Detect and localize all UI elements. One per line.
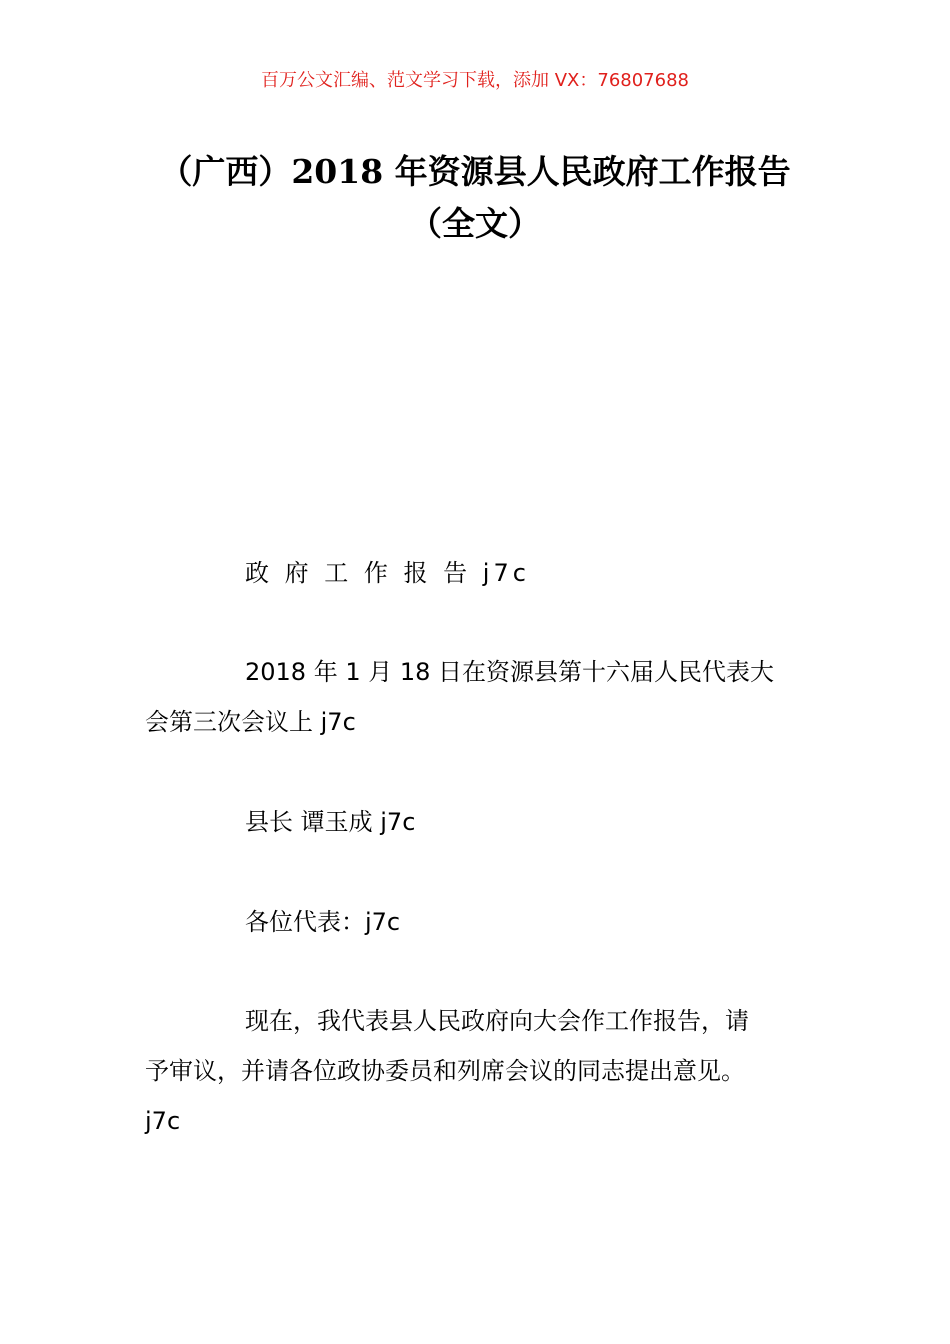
title-line-2: （全文） [409,204,541,243]
opening-line-2: 予审议，并请各位政协委员和列席会议的同志提出意见。 [145,1057,745,1085]
salutation-line: 各位代表：j7c [245,908,401,936]
meeting-info-paragraph [145,647,825,747]
title-line-1: （广西）2018 年资源县人民政府工作报告 [159,152,791,191]
opening-paragraph [145,996,825,1146]
opening-line-3: j7c [145,1107,181,1135]
opening-line-1: 现在，我代表县人民政府向大会作工作报告，请 [245,1007,749,1035]
speaker-line: 县长 谭玉成 j7c [245,808,416,836]
header-watermark-note: 百万公文汇编、范文学习下载，添加 VX：76807688 [261,70,689,91]
document-title [100,146,850,250]
meeting-info-line-2: 会第三次会议上 j7c [145,708,356,736]
meeting-info-line-1: 2018 年 1 月 18 日在资源县第十六届人民代表大 [245,658,775,686]
report-heading: 政 府 工 作 报 告 j7c [245,559,530,587]
